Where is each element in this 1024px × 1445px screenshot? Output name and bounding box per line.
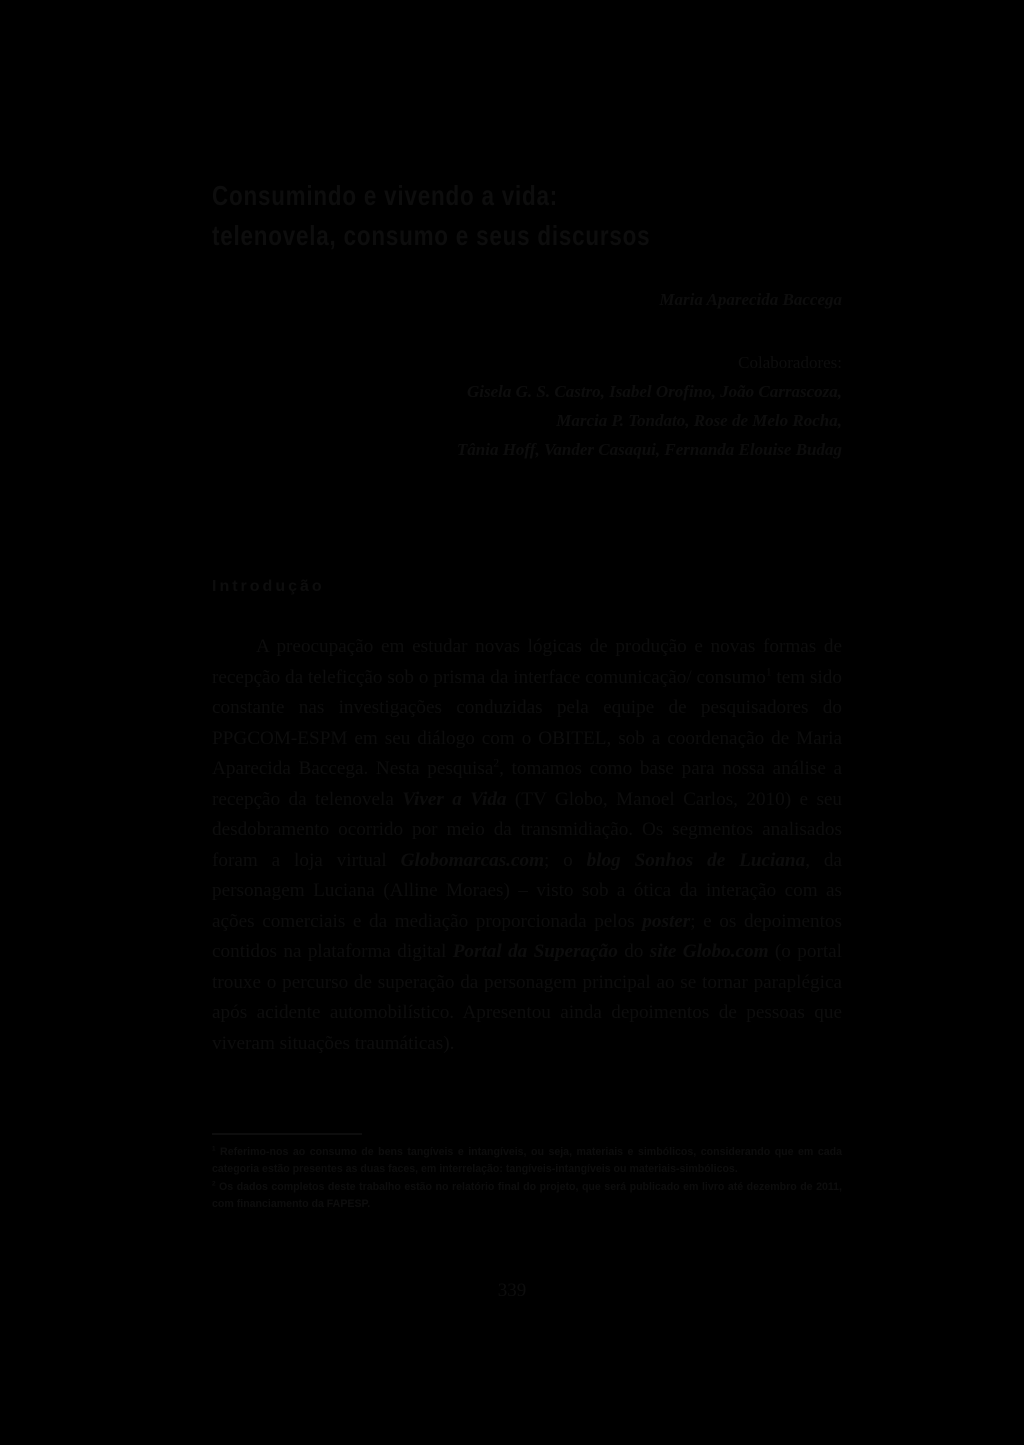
- title-line-1: Consumindo e vivendo a vida:: [212, 180, 559, 211]
- body-text-run: , tomamos como base para nossa análise a recepção da telenovela: [212, 758, 843, 810]
- footnote-number: 2: [212, 1180, 216, 1188]
- footnote-text: Os dados completos deste trabalho estão no relatório final do projeto, que será publicado em livro até dezembro de 2011, com financiamento da FAPESP.: [212, 1181, 842, 1210]
- footnote-separator: [212, 1133, 362, 1135]
- footnote-number: 1: [212, 1145, 216, 1153]
- body-text-run: tem sido constante nas investigações conduzidas pela equipe de pesquisadores do PPGCOM-ESPM em seu diálogo com o OBITEL, sob a coordenação de Maria Aparecida Baccega. Nesta pesquisa: [212, 666, 842, 779]
- chapter-title: [212, 176, 724, 256]
- footnote: [212, 1179, 842, 1212]
- body-text-run: (o portal trouxe o percurso de superação da personagem principal ao se tornar paraplégica após acidente automobilístico. Apresentou ainda depoimentos de pessoas que viveram situações traumáticas).: [212, 941, 843, 1054]
- footnote-ref: 1: [765, 666, 772, 679]
- italic-term: Globomarcas.com: [400, 849, 544, 871]
- collaborators-line: Gisela G. S. Castro, Isabel Orofino, João Carrascoza,: [467, 382, 842, 401]
- italic-term: blog Sonhos de Luciana: [586, 849, 806, 871]
- collaborators-line: Tânia Hoff, Vander Casaqui, Fernanda Elouise Budag: [456, 440, 842, 459]
- footnotes: [212, 1144, 842, 1214]
- italic-term: poster: [642, 910, 691, 932]
- body-text-run: ; e os depoimentos contidos na plataforma digital: [212, 910, 842, 962]
- collaborators-label: Colaboradores:: [738, 353, 842, 372]
- italic-term: Viver a Vida: [402, 788, 507, 810]
- body-text-run: A preocupação em estudar novas lógicas de produção e novas formas de recepção da teleficção sob o prisma da interface comunicação/ consumo: [212, 636, 842, 688]
- body-text-run: do: [617, 941, 650, 962]
- footnote-ref: 2: [493, 757, 500, 770]
- section-heading: Introdução: [212, 578, 325, 595]
- author-name: Maria Aparecida Baccega: [659, 290, 842, 309]
- body-text-run: ; o: [544, 849, 587, 871]
- body-text-run: , da personagem Luciana (Alline Moraes) – visto sob a ótica da interação com as ações comerciais e da mediação proporcionada pelos: [212, 849, 842, 932]
- collaborators-block: [457, 348, 842, 464]
- italic-term: Portal da Superação: [452, 941, 618, 962]
- title-line-2: telenovela, consumo e seus discursos: [212, 220, 651, 251]
- italic-term: site Globo.com: [649, 941, 769, 962]
- collaborators-line: Marcia P. Tondato, Rose de Melo Rocha,: [556, 411, 842, 430]
- body-paragraph: [212, 632, 842, 1059]
- body-text-run: (TV Globo, Manoel Carlos, 2010) e seu desdobramento ocorrido por meio da transmidiação. Os segmentos analisados foram a loja virtual: [212, 788, 843, 871]
- footnote: [212, 1144, 842, 1177]
- page-number: 339: [497, 1280, 527, 1301]
- footnote-text: Referimo-nos ao consumo de bens tangíveis e intangíveis, ou seja, materiais e simbólicos, considerando que em cada categoria estão presentes as duas faces, em interrelação: tangíveis-intangíveis ou materiais-simbólicos.: [212, 1146, 842, 1175]
